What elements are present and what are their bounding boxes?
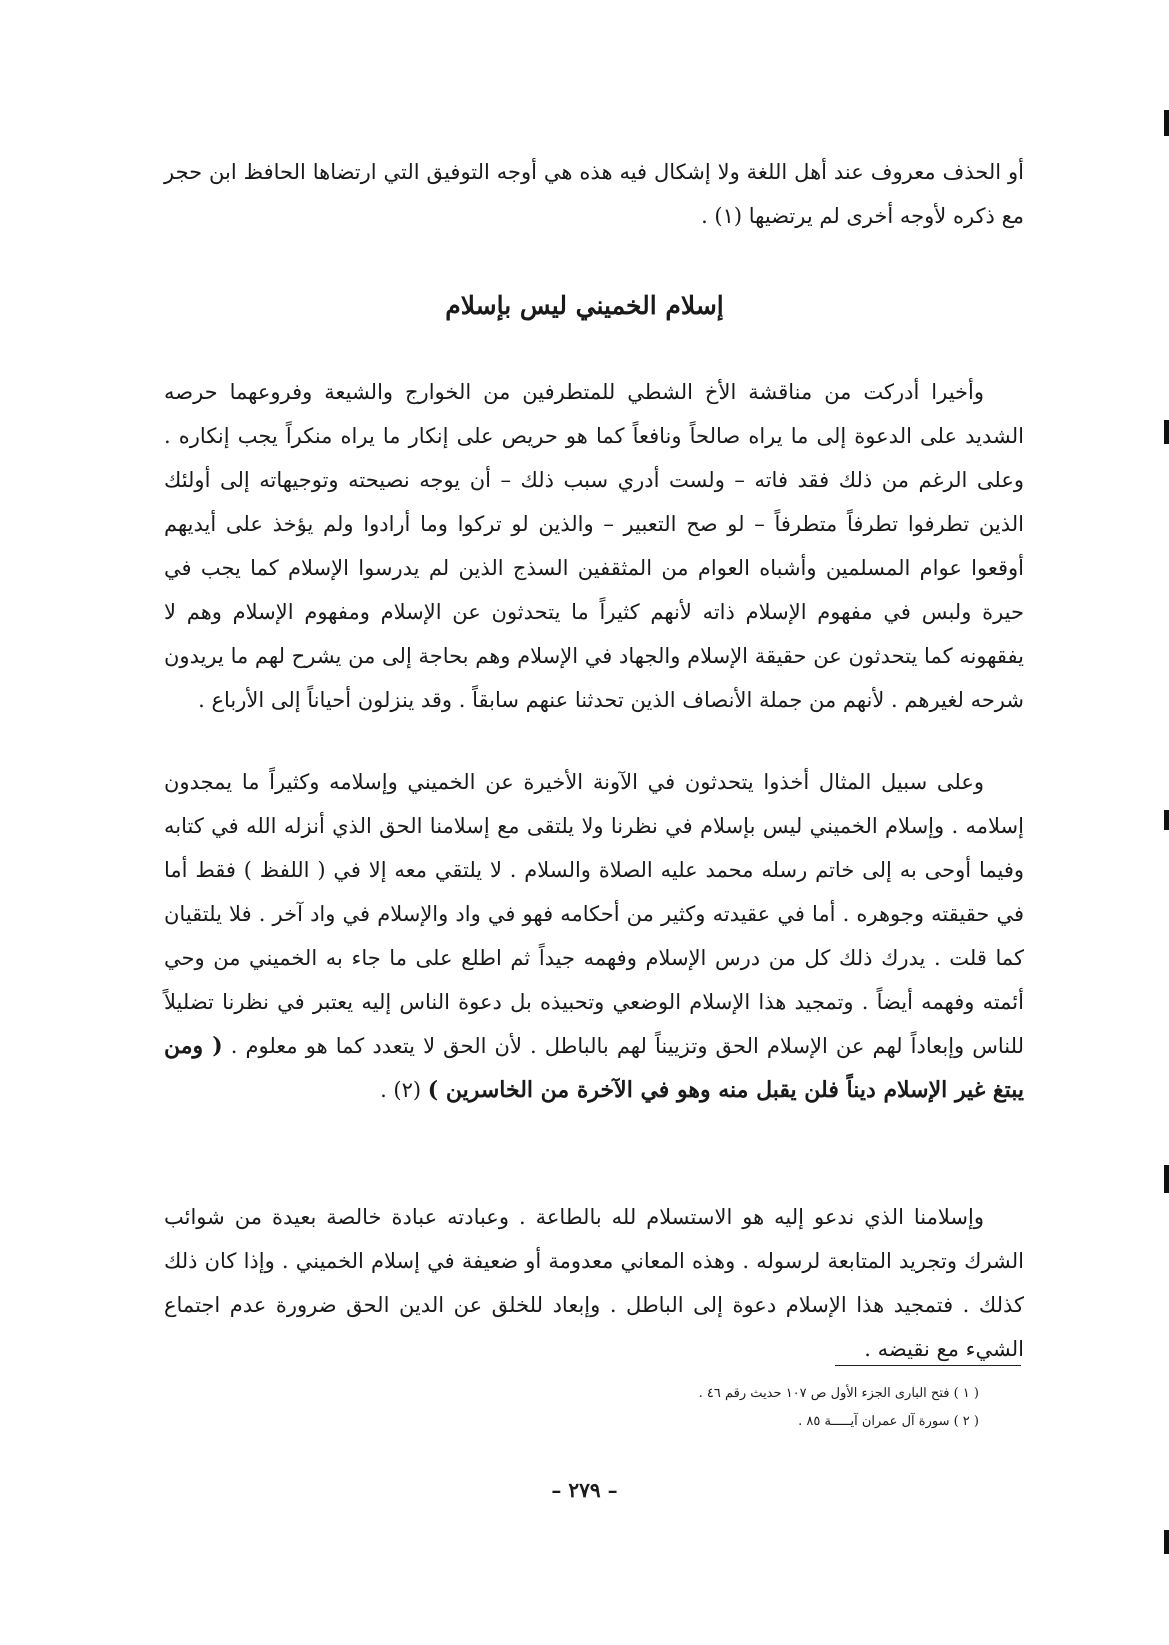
scan-edge-mark: [1164, 110, 1169, 136]
paragraph-2-text: وعلى سبيل المثال أخذوا يتحدثون في الآونة الأخيرة عن الخميني وإسلامه وكثيراً ما يمجدون إسلامه . وإسلام الخميني ليس بإسلام في نظرنا ولا يلتقى مع إسلامنا الحق الذي أنزله الله في كتابه وفيما أوحى به إلى خاتم رسله محمد عليه الصلاة والسلام . لا يلتقي معه إلا في ( اللفظ ) فقط أما في حقيقته وجوهره . أما في عقيدته وكثير من أحكامه فهو في واد والإسلام في واد آخر . فلا يلتقيان كما قلت . يدرك ذلك كل من درس الإسلام وفهمه جيداً ثم اطلع على ما جاء به الخميني من وحي أئمته وفهمه أيضاً . وتمجيد هذا الإسلام الوضعي وتحبيذه بل دعوة الناس إليه يعتبر في نظرنا تضليلاً للناس وإبعاداً لهم عن الإسلام الحق وتزييناً لهم بالباطل . لأن الحق لا يتعدد كما هو معلوم .: [164, 770, 1024, 1058]
intro-text: أو الحذف معروف عند أهل اللغة ولا إشكال فيه هذه هي أوجه التوفيق التي ارتضاها الحافظ ابن حجر مع ذكره لأوجه أخرى لم يرتضيها (١) .: [164, 160, 1024, 228]
footnote-2: ( ٢ ) سورة آل عمران آيـــــة ٨٥ .: [798, 1414, 979, 1429]
paragraph-2: [164, 760, 1024, 1112]
scan-edge-mark: [1164, 420, 1169, 444]
footnote-divider: [835, 1365, 1021, 1366]
paragraph-3-text: وإسلامنا الذي ندعو إليه هو الاستسلام لله بالطاعة . وعبادته عبادة خالصة بعيدة من شوائب الشرك وتجريد المتابعة لرسوله . وهذه المعاني معدومة أو ضعيفة في إسلام الخميني . وإذا كان ذلك كذلك . فتمجيد هذا الإسلام دعوة إلى الباطل . وإبعاد للخلق عن الدين الحق ضرورة عدم اجتماع الشيء مع نقيضه .: [164, 1205, 1024, 1361]
paragraph-3: [164, 1195, 1024, 1371]
page-number: – ٢٧٩ –: [551, 1478, 618, 1502]
quran-quote: ( ومن يبتغ غير الإسلام ديناً فلن يقبل منه وهو في الآخرة من الخاسرين ): [164, 1033, 1024, 1103]
footnote-1: ( ١ ) فتح البارى الجزء الأول ص ١٠٧ حديث رقم ٤٦ .: [698, 1386, 979, 1401]
paragraph-1-text: وأخيرا أدركت من مناقشة الأخ الشطي للمتطرفين من الخوارج والشيعة وفروعهما حرصه الشديد على الدعوة إلى ما يراه صالحاً ونافعاً كما هو حريص على إنكار ما يراه منكراً يجب إنكاره . وعلى الرغم من ذلك فقد فاته – ولست أدري سبب ذلك – أن يوجه نصيحته وتوجيهاته إلى أولئك الذين تطرفوا تطرفاً متطرفاً – لو صح التعبير – والذين لو تركوا وما أرادوا ولم يؤخذ على أيديهم أوقعوا عوام المسلمين وأشباه العوام من المثقفين السذج الذين لم يدرسوا الإسلام كما يجب في حيرة ولبس في مفهوم الإسلام ذاته لأنهم كثيراً ما يتحدثون عن الإسلام ومفهوم الإسلام وهم لا يفقهونه كما يتحدثون عن حقيقة الإسلام والجهاد في الإسلام وهم بحاجة إلى من يشرح لهم ما يريدون شرحه لغيرهم . لأنهم من جملة الأنصاف الذين تحدثنا عنهم سابقاً . وقد ينزلون أحياناً إلى الأرباع .: [164, 380, 1024, 712]
intro-paragraph: [164, 150, 1024, 238]
footnotes: [419, 1380, 979, 1436]
footnote-ref-2: (٢) .: [380, 1078, 422, 1102]
scan-edge-mark: [1164, 1530, 1169, 1554]
paragraph-1: [164, 370, 1024, 722]
scan-edge-mark: [1164, 1165, 1169, 1193]
scan-edge-mark: [1164, 810, 1169, 830]
section-heading: إسلام الخميني ليس بإسلام: [445, 291, 724, 320]
paragraph-2-body: [164, 760, 1024, 1112]
